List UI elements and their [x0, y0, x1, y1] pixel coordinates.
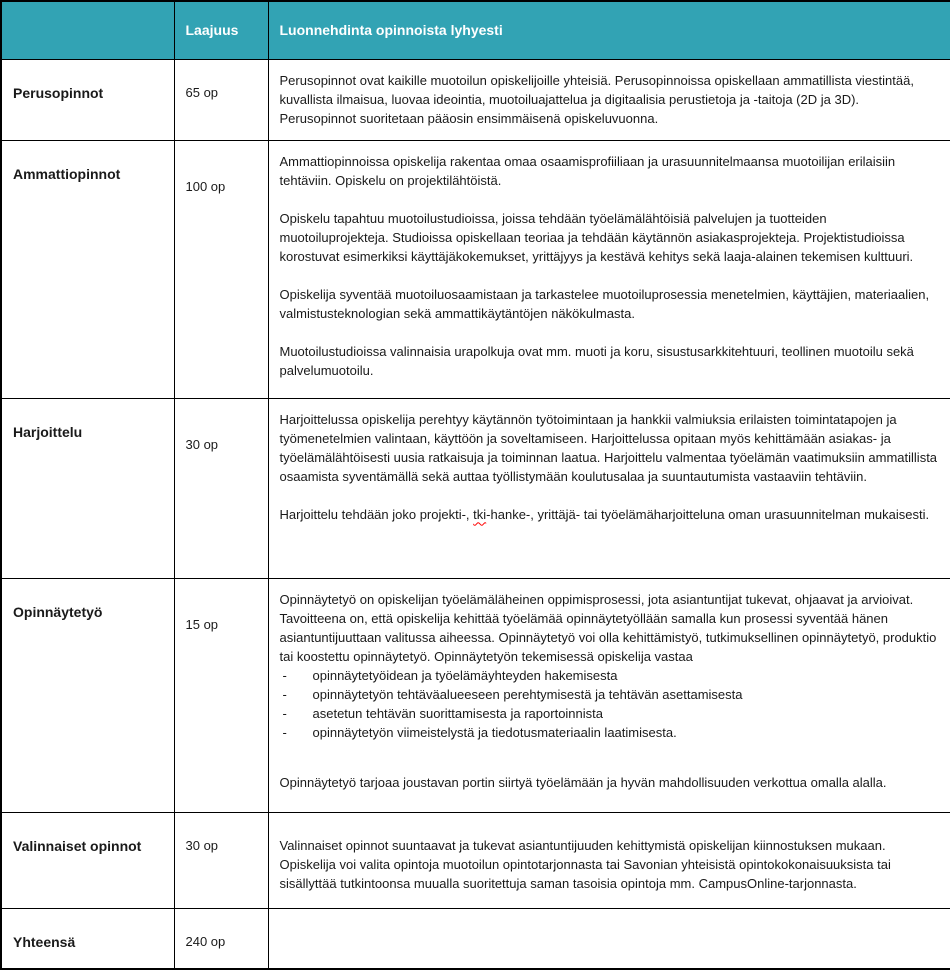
header-cell-description: Luonnehdinta opinnoista lyhyesti	[268, 1, 950, 59]
row-title: Ammattiopinnot	[1, 140, 174, 398]
list-item-text: opinnäytetyöidean ja työelämäyhteyden hakemisesta	[312, 667, 618, 683]
list-item-text: opinnäytetyön tehtäväalueeseen perehtymisestä ja tehtävän asettamisesta	[312, 686, 743, 702]
row-extent: 30 op	[174, 398, 268, 578]
row-extent: 15 op	[174, 578, 268, 812]
text-segment: Harjoittelu tehdään joko projekti-,	[279, 506, 474, 522]
paragraph: Opiskelija syventää muotoiluosaamistaan ja tarkastelee muotoiluprosessia menetelmien, käyttäjien, materiaalien, valmistusteknologian sekä ammattikäytäntöjen näkökulmasta.	[279, 286, 930, 321]
row-extent: 100 op	[174, 140, 268, 398]
list-item	[280, 723, 939, 742]
row-extent: 65 op	[174, 59, 268, 140]
list-dash: -	[282, 686, 287, 702]
row-description	[268, 908, 950, 969]
row-description	[268, 578, 950, 812]
list-item	[280, 685, 939, 704]
paragraph: Harjoittelussa opiskelija perehtyy käytännön työtoimintaan ja hankkii valmiuksia erilaisten toimintatapojen ja työmenetelmien valintaan, käyttöön ja soveltamiseen. Harjoittelussa opitaan myös kehittämään asiakas- ja työelämälähtöisesti uusia ratkaisuja ja toiminnan laatua. Harjoittelu valmentaa työelämän vaatimuksiin ammatillista osaamista syventämällä sekä auttaa työllistymään koulutusalaa ja suuntautumista vastaaviin tehtäviin.	[279, 411, 938, 484]
row-title: Perusopinnot	[1, 59, 174, 140]
list-item-text: asetetun tehtävän suorittamisesta ja raportoinnista	[312, 705, 604, 721]
table-row-valinnaiset-opinnot	[1, 812, 950, 908]
paragraph: Ammattiopinnoissa opiskelija rakentaa omaa osaamisprofiiliaan ja urasuunnitelmaansa muotoilijan erilaisiin tehtäviin. Opiskelu on projektilähtöistä.	[279, 153, 896, 188]
paragraph: Opiskelu tapahtuu muotoilustudioissa, joissa tehdään työelämälähtöisiä palvelujen ja tuotteiden muotoiluprojekteja. Studioissa opiskellaan teoriaa ja tehdään käytännön asiakasprojekteja. Projektistudioissa korostuvat esimerkiksi käyttäjäkokemukset, yrittäjyys ja kestävä kehitys sekä laaja-alainen tekemisen kulttuuri.	[279, 210, 914, 264]
row-extent: 30 op	[174, 812, 268, 908]
list-dash: -	[282, 724, 287, 740]
text-segment: -hanke-, yrittäjä- tai työelämäharjoitteluna oman urasuunnitelman mukaisesti.	[486, 506, 930, 522]
paragraph: Opinnäytetyö tarjoaa joustavan portin siirtyä työelämään ja hyvän mahdollisuuden verkottua omalla alalla.	[279, 774, 887, 790]
paragraph: Muotoilustudioissa valinnaisia urapolkuja ovat mm. muoti ja koru, sisustusarkkitehtuuri, teollinen muotoilu sekä palvelumuotoilu.	[279, 343, 914, 378]
row-description	[268, 812, 950, 908]
list-dash: -	[282, 705, 287, 721]
table-row-perusopinnot	[1, 59, 950, 140]
paragraph: Valinnaiset opinnot suuntaavat ja tukevat asiantuntijuuden kehittymistä opiskelijan kiinnostuksen mukaan. Opiskelija voi valita opintoja muotoilun opintotarjonnasta tai Savonian yhteisistä opintokokonaisuuksista tai sisällyttää tutkintoonsa muualla suoritettuja saman tasoisia opintoja mm. CampusOnline-tarjonnasta.	[279, 837, 891, 891]
list-dash: -	[282, 667, 287, 683]
row-title: Yhteensä	[1, 908, 174, 969]
row-extent: 240 op	[174, 908, 268, 969]
paragraph: Opinnäytetyö on opiskelijan työelämäläheinen oppimisprosessi, jota asiantuntijat tukevat, ohjaavat ja arvioivat. Tavoitteena on, että opiskelija kehittää työelämää opinnäytetyöllään samalla kun prosessi syventää hänen asiantuntijuuttaan valitussa aiheessa. Opinnäytetyö voi olla kehittämistyö, tutkimuksellinen opinnäytetyö, produktio tai koostettu opinnäytetyö. Opinnäytetyön tekemisessä opiskelija vastaa	[279, 591, 937, 664]
row-description	[268, 140, 950, 398]
row-title: Opinnäytetyö	[1, 578, 174, 812]
row-description	[268, 398, 950, 578]
header-cell-empty	[1, 1, 174, 59]
header-cell-extent: Laajuus	[174, 1, 268, 59]
list-item	[280, 666, 939, 685]
table-row-opinnaytetyo	[1, 578, 950, 812]
row-title: Valinnaiset opinnot	[1, 812, 174, 908]
table-row-ammattiopinnot	[1, 140, 950, 398]
row-title: Harjoittelu	[1, 398, 174, 578]
table-row-harjoittelu	[1, 398, 950, 578]
paragraph: Perusopinnot ovat kaikille muotoilun opiskelijoille yhteisiä. Perusopinnoissa opiskellaan ammatillista viestintää, kuvallista ilmaisua, luovaa ideointia, muotoiluajattelua ja digitaalisia perustietoja ja -taitoja (2D ja 3D). Perusopinnot suoritetaan pääosin ensimmäisenä opiskeluvuonna.	[279, 72, 914, 126]
row-description	[268, 59, 950, 140]
table-row-yhteensa	[1, 908, 950, 969]
list-item	[280, 704, 939, 723]
list-item-text: opinnäytetyön viimeistelystä ja tiedotusmateriaalin laatimisesta.	[312, 724, 677, 740]
header-row	[1, 1, 950, 59]
misspelled-word: tki	[473, 506, 487, 522]
paragraph	[280, 505, 939, 524]
